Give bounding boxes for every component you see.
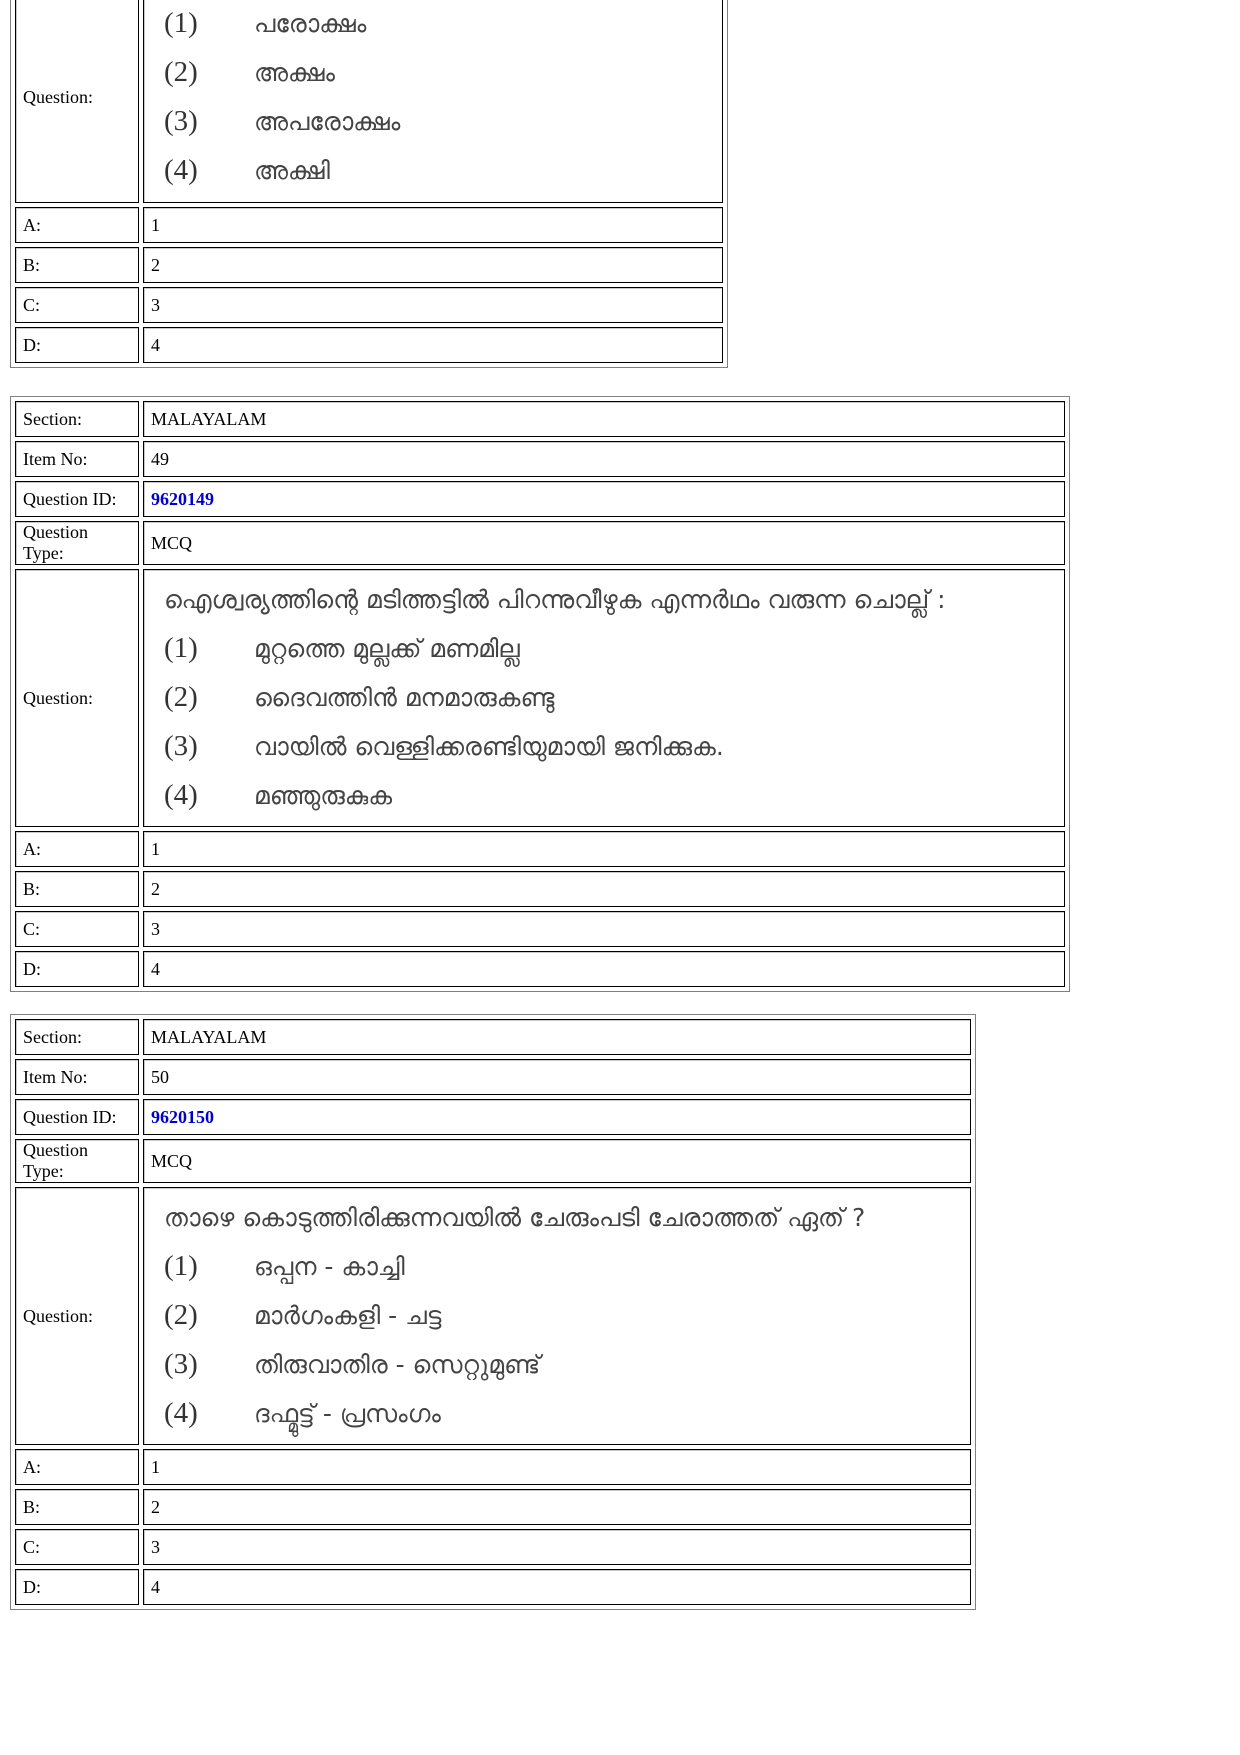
answer-label: B: xyxy=(15,1489,139,1525)
question-type-row xyxy=(15,1139,971,1183)
section-value: MALAYALAM xyxy=(143,401,1065,437)
question-row xyxy=(15,569,1065,827)
option-4: (4) അക്ഷി xyxy=(164,154,330,186)
answer-value: 4 xyxy=(143,951,1065,987)
question-id-label: Question ID: xyxy=(15,481,139,517)
option-4: (4) ദഫ്മുട്ട് - പ്രസംഗം xyxy=(164,1397,441,1429)
answer-label: C: xyxy=(15,1529,139,1565)
option-2: (2) മാർഗംകളി - ചട്ട xyxy=(164,1299,442,1331)
section-label: Section: xyxy=(15,1019,139,1055)
question-row xyxy=(15,0,723,203)
question-row xyxy=(15,1187,971,1445)
answer-value: 2 xyxy=(143,247,723,283)
answer-value: 4 xyxy=(143,327,723,363)
question-label: Question: xyxy=(15,0,139,203)
answer-row-b xyxy=(15,247,723,283)
question-id-row xyxy=(15,481,1065,517)
question-content xyxy=(143,569,1065,827)
answer-value: 2 xyxy=(143,871,1065,907)
question-type-label: Question Type: xyxy=(15,521,139,565)
answer-row-a xyxy=(15,1449,971,1485)
answer-value: 1 xyxy=(143,1449,971,1485)
option-3: (3) വായിൽ വെള്ളിക്കരണ്ടിയുമായി ജനിക്കുക. xyxy=(164,730,724,762)
answer-label: D: xyxy=(15,951,139,987)
answer-row-d xyxy=(15,327,723,363)
question-label: Question: xyxy=(15,569,139,827)
section-label: Section: xyxy=(15,401,139,437)
answer-value: 1 xyxy=(143,831,1065,867)
question-48-table xyxy=(10,0,728,368)
answer-label: A: xyxy=(15,831,139,867)
answer-label: A: xyxy=(15,207,139,243)
section-row xyxy=(15,1019,971,1055)
question-stem: താഴെ കൊടുത്തിരിക്കുന്നവയിൽ ചേരുംപടി ചേരാത്തത് ഏത് ? xyxy=(164,1203,866,1232)
answer-value: 1 xyxy=(143,207,723,243)
question-stem: ഐശ്വര്യത്തിന്റെ മടിത്തട്ടിൽ പിറന്നുവീഴുക എന്നർഥം വരുന്ന ചൊല്ല് : xyxy=(164,585,946,614)
section-row xyxy=(15,401,1065,437)
answer-label: D: xyxy=(15,327,139,363)
item-no-value: 49 xyxy=(143,441,1065,477)
question-content xyxy=(143,0,723,203)
answer-label: B: xyxy=(15,871,139,907)
section-value: MALAYALAM xyxy=(143,1019,971,1055)
question-type-value: MCQ xyxy=(143,1139,971,1183)
question-id-row xyxy=(15,1099,971,1135)
answer-row-a xyxy=(15,207,723,243)
answer-value: 4 xyxy=(143,1569,971,1605)
answer-value: 2 xyxy=(143,1489,971,1525)
answer-value: 3 xyxy=(143,1529,971,1565)
item-no-row xyxy=(15,441,1065,477)
option-1: (1) ഒപ്പന - കാച്ചി xyxy=(164,1250,405,1282)
answer-value: 3 xyxy=(143,911,1065,947)
option-1: (1) മുറ്റത്തെ മുല്ലക്ക് മണമില്ല xyxy=(164,632,520,664)
item-no-label: Item No: xyxy=(15,441,139,477)
item-no-label: Item No: xyxy=(15,1059,139,1095)
question-50-table xyxy=(10,1014,976,1610)
answer-row-b xyxy=(15,1489,971,1525)
option-1: (1) പരോക്ഷം xyxy=(164,7,367,39)
option-3: (3) തിരുവാതിര - സെറ്റുമുണ്ട് xyxy=(164,1348,541,1380)
question-type-label: Question Type: xyxy=(15,1139,139,1183)
question-content xyxy=(143,1187,971,1445)
question-type-value: MCQ xyxy=(143,521,1065,565)
answer-row-d xyxy=(15,951,1065,987)
answer-row-d xyxy=(15,1569,971,1605)
answer-row-c xyxy=(15,911,1065,947)
question-49-table xyxy=(10,396,1070,992)
answer-label: B: xyxy=(15,247,139,283)
answer-row-c xyxy=(15,287,723,323)
answer-label: D: xyxy=(15,1569,139,1605)
question-id-value: 9620149 xyxy=(143,481,1065,517)
answer-label: C: xyxy=(15,911,139,947)
question-label: Question: xyxy=(15,1187,139,1445)
answer-row-b xyxy=(15,871,1065,907)
answer-value: 3 xyxy=(143,287,723,323)
item-no-value: 50 xyxy=(143,1059,971,1095)
question-id-value: 9620150 xyxy=(143,1099,971,1135)
option-4: (4) മഞ്ഞുരുകുക xyxy=(164,779,393,811)
question-id-label: Question ID: xyxy=(15,1099,139,1135)
option-2: (2) ദൈവത്തിൻ മനമാരുകണ്ടു xyxy=(164,681,555,713)
question-type-row xyxy=(15,521,1065,565)
item-no-row xyxy=(15,1059,971,1095)
answer-label: A: xyxy=(15,1449,139,1485)
option-2: (2) അക്ഷം xyxy=(164,56,336,88)
option-3: (3) അപരോക്ഷം xyxy=(164,105,401,137)
answer-label: C: xyxy=(15,287,139,323)
answer-row-c xyxy=(15,1529,971,1565)
answer-row-a xyxy=(15,831,1065,867)
